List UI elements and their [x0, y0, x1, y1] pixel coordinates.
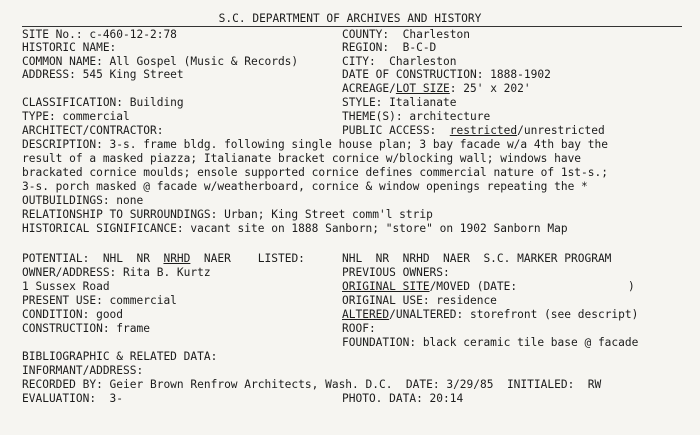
original-use: ORIGINAL USE: residence	[342, 294, 497, 307]
unaltered-value: /UNALTERED: storefront (see descript)	[389, 308, 639, 321]
themes: THEME(S): architecture	[342, 110, 491, 123]
description-line: 3-s. porch masked @ facade w/weatherboard, cornice & window openings repeating the *	[22, 180, 588, 193]
type: TYPE: commercial	[22, 110, 130, 123]
moved-date-label: /MOVED (DATE:	[429, 280, 518, 293]
moved-date-close: )	[628, 280, 635, 293]
lot-size-label: LOT SIZE	[395, 82, 450, 95]
description-line: result of a masked piazza; Italianate bracket cornice w/blocking wall; windows have	[22, 152, 582, 165]
listed-label: NAER LISTED:	[190, 252, 305, 265]
acreage-label: ACREAGE/	[342, 82, 396, 95]
evaluation: EVALUATION: 3-	[22, 392, 124, 405]
classification: CLASSIFICATION: Building	[22, 96, 184, 109]
altered-unaltered	[342, 308, 638, 321]
altered-label: ALTERED	[342, 308, 390, 321]
informant-address: INFORMANT/ADDRESS:	[22, 364, 144, 377]
acreage-lot-size	[342, 82, 531, 95]
common-name: COMMON NAME: All Gospel (Music & Records)	[22, 55, 299, 68]
present-use: PRESENT USE: commercial	[22, 294, 177, 307]
bibliographic-data: BIBLIOGRAPHIC & RELATED DATA:	[22, 350, 218, 363]
description-line: brackated cornice moulds; ensole supported cornice defines commercial nature of 1st-s.;	[22, 166, 608, 179]
photo-data: PHOTO. DATA: 20:14	[342, 392, 464, 405]
listed-options: NHL NR NRHD NAER S.C. MARKER PROGRAM	[342, 252, 612, 265]
county: COUNTY: Charleston	[342, 28, 470, 41]
roof: ROOF:	[342, 322, 376, 335]
condition: CONDITION: good	[22, 308, 124, 321]
description-line: DESCRIPTION: 3-s. frame bldg. following single house plan; 3 bay facade w/a 4th bay the	[22, 138, 608, 151]
region: REGION: B-C-D	[342, 41, 437, 54]
foundation: FOUNDATION: black ceramic tile base @ facade	[342, 336, 639, 349]
public-access-label: PUBLIC ACCESS:	[342, 124, 450, 137]
unrestricted-option: /unrestricted	[517, 124, 605, 137]
historic-name: HISTORIC NAME:	[22, 41, 117, 54]
historical-significance: HISTORICAL SIGNIFICANCE: vacant site on 1888 Sanborn; "store" on 1902 Sanborn Map	[22, 222, 568, 235]
outbuildings: OUTBUILDINGS: none	[22, 194, 144, 207]
owner-street: 1 Sussex Road	[22, 280, 110, 293]
architect-contractor: ARCHITECT/CONTRACTOR:	[22, 124, 164, 137]
original-site	[342, 280, 517, 293]
original-site-label: ORIGINAL SITE	[342, 280, 430, 293]
nrhd-option: NRHD	[163, 252, 191, 265]
address: ADDRESS: 545 King Street	[22, 68, 184, 81]
restricted-option: restricted	[449, 124, 518, 137]
recorded-by: RECORDED BY: Geier Brown Renfrow Architects, Wash. D.C. DATE: 3/29/85 INITIALED: RW	[22, 378, 602, 391]
previous-owners: PREVIOUS OWNERS:	[342, 266, 450, 279]
construction: CONSTRUCTION: frame	[22, 322, 150, 335]
date-of-construction: DATE OF CONSTRUCTION: 1888-1902	[342, 68, 551, 81]
public-access	[342, 124, 605, 137]
lot-size-value: : 25' x 202'	[449, 82, 531, 95]
site-number: SITE No.: c-460-12-2:78	[22, 28, 177, 41]
style: STYLE: Italianate	[342, 96, 457, 109]
header-rule	[22, 26, 682, 27]
owner-address: OWNER/ADDRESS: Rita B. Kurtz	[22, 266, 211, 279]
city: CITY: Charleston	[342, 55, 457, 68]
potential-label: POTENTIAL: NHL NR	[22, 252, 164, 265]
potential	[22, 252, 305, 265]
form-header: S.C. DEPARTMENT OF ARCHIVES AND HISTORY	[218, 12, 482, 25]
relationship-to-surroundings: RELATIONSHIP TO SURROUNDINGS: Urban; King Street comm'l strip	[22, 208, 433, 221]
